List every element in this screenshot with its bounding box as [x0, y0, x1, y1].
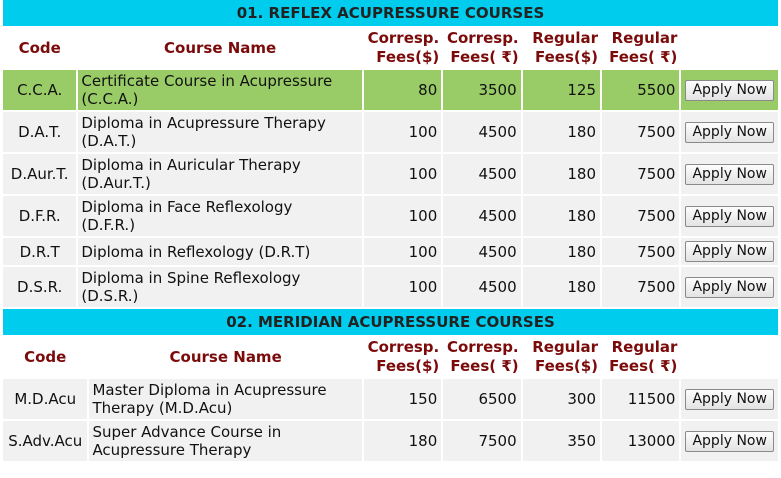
corresp-fee-inr: 4500	[443, 196, 520, 236]
corresp-fee-inr: 4500	[443, 154, 520, 194]
header-corresp-fees-inr: Corresp. Fees( ₹)	[443, 28, 520, 68]
course-name: Master Diploma in Acupressure Therapy (M.D.Acu)	[89, 379, 361, 419]
table-row	[3, 154, 778, 194]
apply-now-button[interactable]: Apply Now	[685, 164, 773, 185]
course-name: Diploma in Acupressure Therapy (D.A.T.)	[78, 112, 361, 152]
regular-fee-inr: 13000	[602, 421, 679, 461]
table-row	[3, 70, 778, 110]
course-name: Diploma in Spine Reflexology (D.S.R.)	[78, 267, 361, 307]
table-row	[3, 379, 778, 419]
regular-fee-usd: 180	[523, 238, 600, 265]
course-code: S.Adv.Acu	[3, 421, 87, 461]
corresp-fee-usd: 80	[364, 70, 441, 110]
course-code: D.R.T	[3, 238, 76, 265]
regular-fee-inr: 7500	[602, 267, 679, 307]
table-header-row	[3, 28, 778, 68]
corresp-fee-usd: 180	[364, 421, 441, 461]
regular-fee-inr: 7500	[602, 154, 679, 194]
regular-fee-usd: 180	[523, 112, 600, 152]
regular-fee-usd: 180	[523, 196, 600, 236]
section-title-reflex: 01. REFLEX ACUPRESSURE COURSES	[3, 0, 778, 26]
regular-fee-inr: 7500	[602, 196, 679, 236]
apply-now-button[interactable]: Apply Now	[685, 241, 773, 262]
course-name: Super Advance Course in Acupressure Therapy	[89, 421, 361, 461]
header-corresp-fees-inr: Corresp. Fees( ₹)	[443, 337, 520, 377]
table-row	[3, 267, 778, 307]
course-name: Certificate Course in Acupressure (C.C.A.)	[78, 70, 361, 110]
apply-now-button[interactable]: Apply Now	[685, 277, 773, 298]
corresp-fee-inr: 7500	[443, 421, 520, 461]
apply-now-button[interactable]: Apply Now	[685, 389, 773, 410]
header-corresp-fees-usd: Corresp. Fees($)	[364, 28, 441, 68]
regular-fee-usd: 125	[523, 70, 600, 110]
header-action	[681, 28, 778, 68]
header-code: Code	[3, 28, 76, 68]
table-row	[3, 238, 778, 265]
regular-fee-usd: 350	[523, 421, 600, 461]
apply-now-button[interactable]: Apply Now	[685, 431, 773, 452]
corresp-fee-usd: 100	[364, 112, 441, 152]
header-course-name: Course Name	[78, 28, 361, 68]
corresp-fee-usd: 100	[364, 196, 441, 236]
regular-fee-usd: 300	[523, 379, 600, 419]
header-regular-fees-usd: Regular Fees($)	[523, 28, 600, 68]
header-course-name: Course Name	[89, 337, 361, 377]
corresp-fee-inr: 6500	[443, 379, 520, 419]
corresp-fee-inr: 3500	[443, 70, 520, 110]
course-code: D.F.R.	[3, 196, 76, 236]
header-action	[681, 337, 778, 377]
corresp-fee-usd: 100	[364, 154, 441, 194]
corresp-fee-usd: 150	[364, 379, 441, 419]
reflex-courses-table	[1, 26, 780, 309]
course-code: M.D.Acu	[3, 379, 87, 419]
corresp-fee-inr: 4500	[443, 238, 520, 265]
course-code: C.C.A.	[3, 70, 76, 110]
course-name: Diploma in Face Reflexology (D.F.R.)	[78, 196, 361, 236]
table-header-row	[3, 337, 778, 377]
table-row	[3, 112, 778, 152]
apply-now-button[interactable]: Apply Now	[685, 122, 773, 143]
table-row	[3, 196, 778, 236]
regular-fee-inr: 7500	[602, 238, 679, 265]
course-code: D.A.T.	[3, 112, 76, 152]
header-regular-fees-inr: Regular Fees( ₹)	[602, 28, 679, 68]
header-regular-fees-usd: Regular Fees($)	[523, 337, 600, 377]
courses-page	[3, 0, 778, 463]
regular-fee-inr: 11500	[602, 379, 679, 419]
corresp-fee-usd: 100	[364, 267, 441, 307]
corresp-fee-inr: 4500	[443, 112, 520, 152]
regular-fee-usd: 180	[523, 267, 600, 307]
table-row	[3, 421, 778, 461]
regular-fee-inr: 7500	[602, 112, 679, 152]
course-code: D.Aur.T.	[3, 154, 76, 194]
corresp-fee-usd: 100	[364, 238, 441, 265]
regular-fee-inr: 5500	[602, 70, 679, 110]
header-code: Code	[3, 337, 87, 377]
regular-fee-usd: 180	[523, 154, 600, 194]
meridian-courses-table	[1, 335, 780, 463]
header-corresp-fees-usd: Corresp. Fees($)	[364, 337, 441, 377]
section-title-meridian: 02. MERIDIAN ACUPRESSURE COURSES	[3, 309, 778, 335]
course-name: Diploma in Auricular Therapy (D.Aur.T.)	[78, 154, 361, 194]
apply-now-button[interactable]: Apply Now	[685, 80, 773, 101]
header-regular-fees-inr: Regular Fees( ₹)	[602, 337, 679, 377]
apply-now-button[interactable]: Apply Now	[685, 206, 773, 227]
course-name: Diploma in Reflexology (D.R.T)	[78, 238, 361, 265]
corresp-fee-inr: 4500	[443, 267, 520, 307]
course-code: D.S.R.	[3, 267, 76, 307]
